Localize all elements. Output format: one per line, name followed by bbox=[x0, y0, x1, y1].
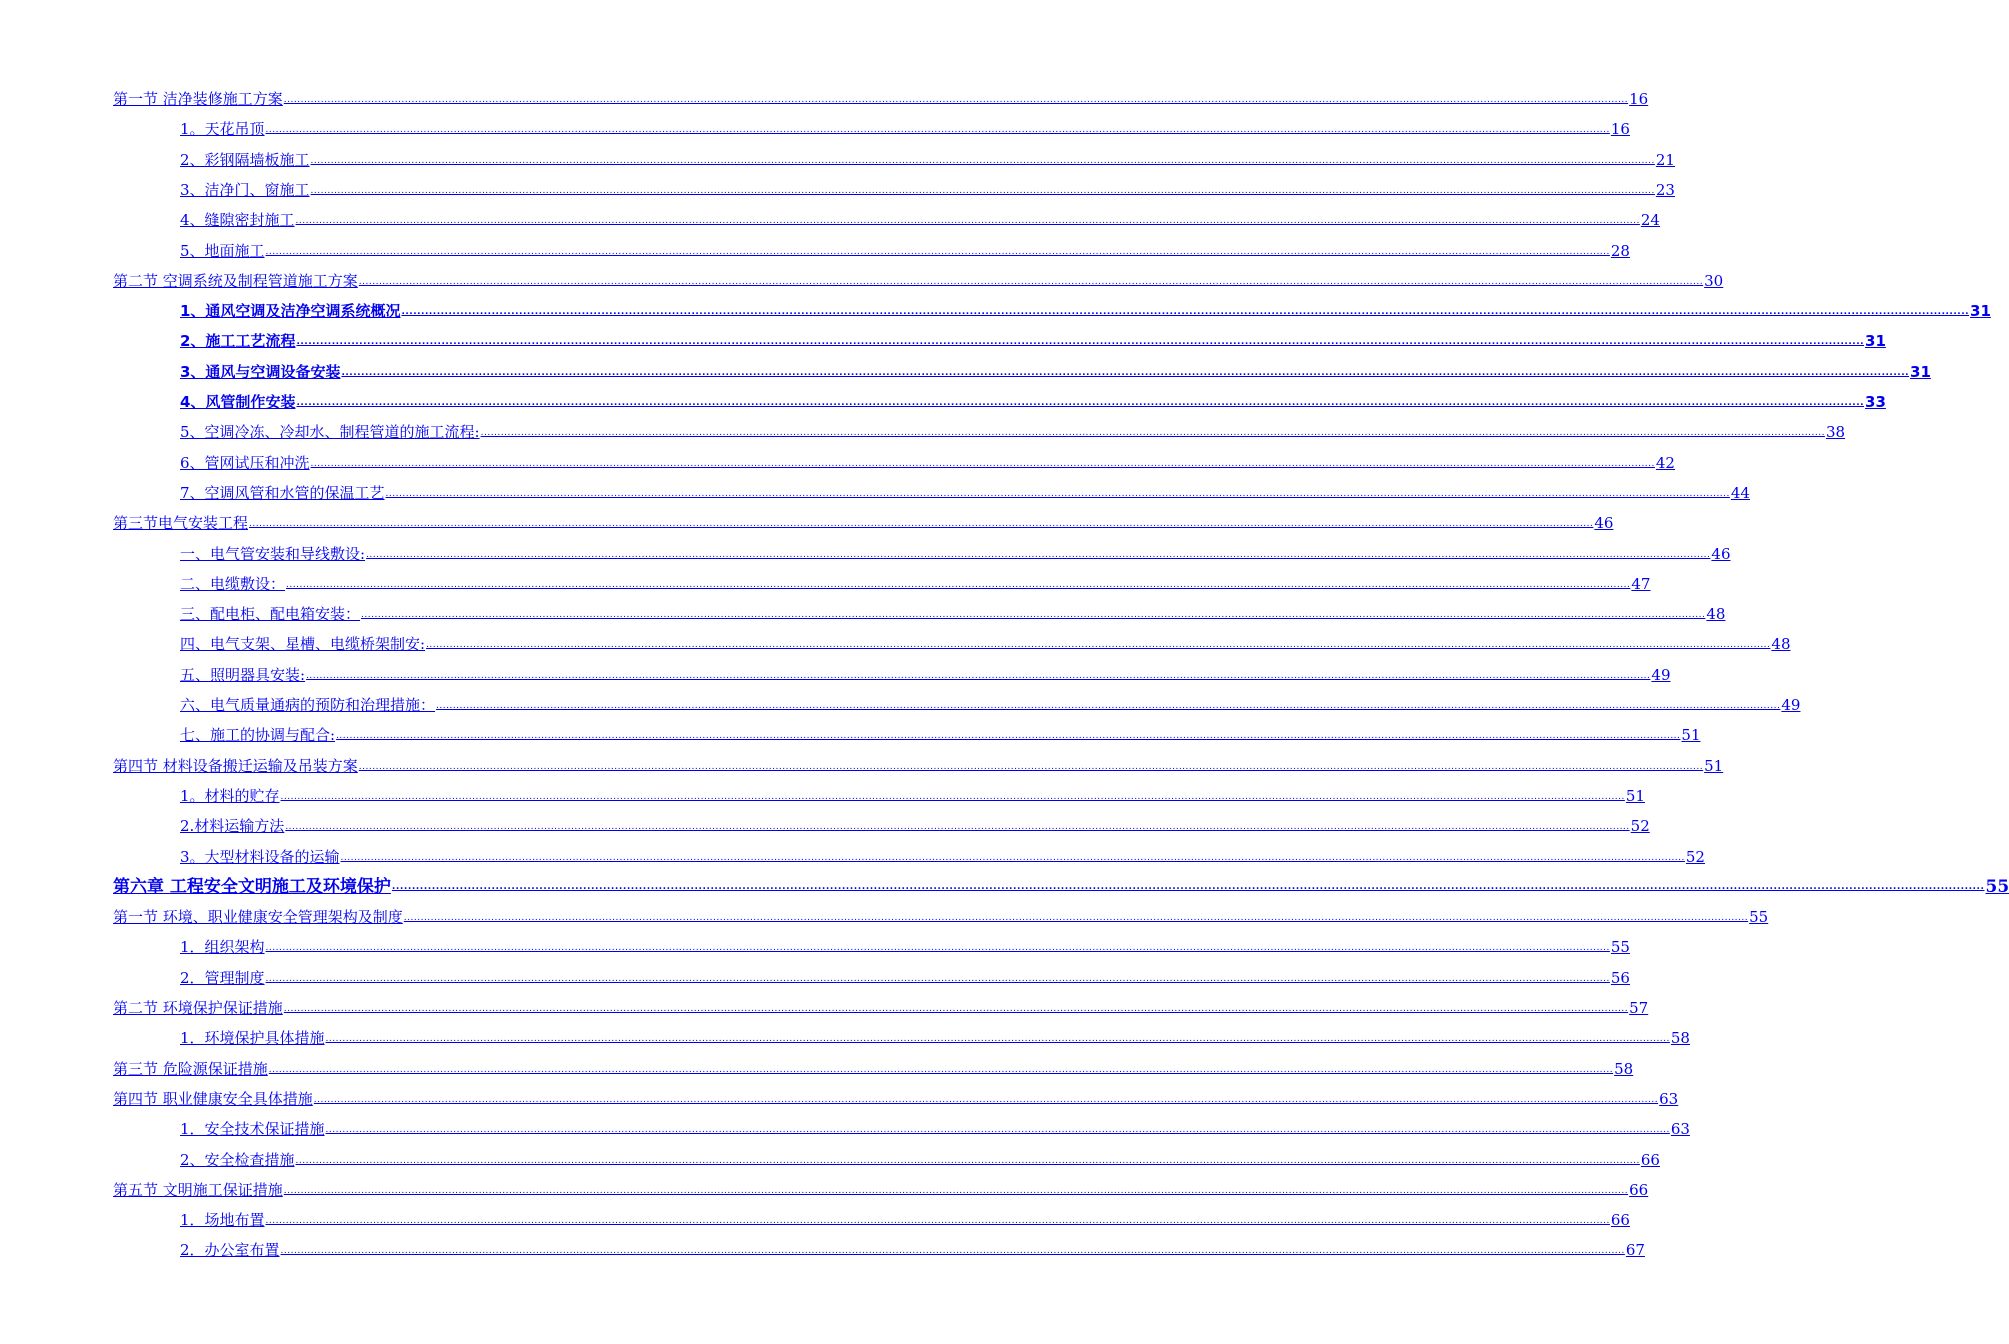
toc-dot-leader: ................................................................................................................................................................................................................................................................................................................................................................................................................ bbox=[341, 368, 1910, 378]
toc-page-number: 51 bbox=[1681, 726, 1701, 744]
toc-page-number: 48 bbox=[1706, 605, 1726, 623]
toc-page-number: 58 bbox=[1670, 1029, 1690, 1047]
toc-entry-title: 2.材料运输方法 bbox=[180, 817, 285, 835]
toc-subsection-entry[interactable] bbox=[180, 631, 1791, 653]
toc-page-number: 48 bbox=[1771, 635, 1791, 653]
toc-dot-leader: ................................................................................................................................................................................................................................................................................................................................................................................................................ bbox=[296, 337, 1865, 347]
toc-dot-leader: ................................................................................................................................................................................................................................................................................................................................................................................................................ bbox=[295, 1156, 1640, 1166]
toc-section-entry[interactable] bbox=[113, 995, 1649, 1017]
toc-entry-title: 2、施工工艺流程 bbox=[180, 332, 296, 350]
toc-dot-leader: ................................................................................................................................................................................................................................................................................................................................................................................................................ bbox=[391, 881, 1985, 892]
toc-entry-title: 1．安全技术保证措施 bbox=[180, 1120, 325, 1138]
toc-entry-title: 二、电缆敷设： bbox=[180, 575, 286, 593]
toc-section-entry[interactable] bbox=[113, 904, 1769, 926]
toc-subsection-entry[interactable] bbox=[180, 177, 1675, 199]
toc-subsection-entry[interactable] bbox=[180, 298, 1991, 320]
toc-dot-leader: ................................................................................................................................................................................................................................................................................................................................................................................................................ bbox=[358, 277, 1704, 287]
toc-subsection-entry[interactable] bbox=[180, 328, 1886, 350]
toc-page-number: 55 bbox=[1985, 877, 2009, 897]
toc-subsection-entry[interactable] bbox=[180, 722, 1701, 744]
toc-dot-leader: ................................................................................................................................................................................................................................................................................................................................................................................................................ bbox=[265, 974, 1610, 984]
toc-page-number: 24 bbox=[1640, 211, 1660, 229]
toc-section-entry[interactable] bbox=[113, 753, 1724, 775]
toc-entry-title: 1．环境保护具体措施 bbox=[180, 1029, 325, 1047]
toc-page-number: 58 bbox=[1614, 1060, 1634, 1078]
toc-page-number: 46 bbox=[1594, 514, 1614, 532]
toc-entry-title: 第一节 环境、职业健康安全管理架构及制度 bbox=[113, 908, 403, 926]
toc-entry-title: 3、洁净门、窗施工 bbox=[180, 181, 310, 199]
toc-dot-leader: ................................................................................................................................................................................................................................................................................................................................................................................................................ bbox=[268, 1065, 1614, 1075]
toc-entry-title: 3。大型材料设备的运输 bbox=[180, 848, 340, 866]
toc-entry-title: 第三节 危险源保证措施 bbox=[113, 1060, 268, 1078]
toc-page-number: 63 bbox=[1670, 1120, 1690, 1138]
toc-page-number: 55 bbox=[1749, 908, 1769, 926]
toc-dot-leader: ................................................................................................................................................................................................................................................................................................................................................................................................................ bbox=[283, 1186, 1629, 1196]
toc-dot-leader: ................................................................................................................................................................................................................................................................................................................................................................................................................ bbox=[283, 95, 1629, 105]
toc-subsection-entry[interactable] bbox=[180, 1147, 1660, 1169]
toc-dot-leader: ................................................................................................................................................................................................................................................................................................................................................................................................................ bbox=[401, 307, 1970, 317]
toc-subsection-entry[interactable] bbox=[180, 207, 1660, 229]
toc-entry-title: 5、空调冷冻、冷却水、制程管道的施工流程: bbox=[180, 423, 480, 441]
toc-page-number: 23 bbox=[1655, 181, 1675, 199]
toc-page-number: 38 bbox=[1825, 423, 1846, 441]
toc-chapter-entry[interactable] bbox=[113, 874, 2009, 897]
toc-subsection-entry[interactable] bbox=[180, 389, 1886, 411]
toc-subsection-entry[interactable] bbox=[180, 934, 1630, 956]
toc-page-number: 52 bbox=[1685, 848, 1705, 866]
toc-dot-leader: ................................................................................................................................................................................................................................................................................................................................................................................................................ bbox=[280, 792, 1625, 802]
toc-page-number: 52 bbox=[1630, 817, 1650, 835]
toc-page-number: 31 bbox=[1910, 363, 1931, 381]
toc-entry-title: 第四节 职业健康安全具体措施 bbox=[113, 1090, 313, 1108]
toc-dot-leader: ................................................................................................................................................................................................................................................................................................................................................................................................................ bbox=[436, 701, 1781, 711]
toc-entry-title: 1、通风空调及洁净空调系统概况 bbox=[180, 302, 401, 320]
toc-entry-title: 4、风管制作安装 bbox=[180, 393, 296, 411]
toc-entry-title: 2．办公室布置 bbox=[180, 1241, 280, 1259]
toc-dot-leader: ................................................................................................................................................................................................................................................................................................................................................................................................................ bbox=[310, 186, 1655, 196]
toc-entry-title: 七、施工的协调与配合: bbox=[180, 726, 336, 744]
toc-dot-leader: ................................................................................................................................................................................................................................................................................................................................................................................................................ bbox=[296, 398, 1865, 408]
toc-entry-title: 7、空调风管和水管的保温工艺 bbox=[180, 484, 385, 502]
toc-dot-leader: ................................................................................................................................................................................................................................................................................................................................................................................................................ bbox=[480, 428, 1825, 438]
toc-dot-leader: ................................................................................................................................................................................................................................................................................................................................................................................................................ bbox=[336, 731, 1681, 741]
toc-page-number: 49 bbox=[1651, 666, 1671, 684]
toc-page-number: 28 bbox=[1610, 242, 1630, 260]
toc-page-number: 33 bbox=[1865, 393, 1886, 411]
toc-entry-title: 4、缝隙密封施工 bbox=[180, 211, 295, 229]
toc-subsection-entry[interactable] bbox=[180, 238, 1630, 260]
toc-dot-leader: ................................................................................................................................................................................................................................................................................................................................................................................................................ bbox=[358, 762, 1704, 772]
toc-dot-leader: ................................................................................................................................................................................................................................................................................................................................................................................................................ bbox=[285, 822, 1630, 832]
toc-page-number: 66 bbox=[1629, 1181, 1649, 1199]
toc-dot-leader: ................................................................................................................................................................................................................................................................................................................................................................................................................ bbox=[280, 1246, 1625, 1256]
toc-entry-title: 1．组织架构 bbox=[180, 938, 265, 956]
toc-subsection-entry[interactable] bbox=[180, 359, 1931, 381]
toc-dot-leader: ................................................................................................................................................................................................................................................................................................................................................................................................................ bbox=[265, 125, 1610, 135]
toc-page-number: 66 bbox=[1610, 1211, 1630, 1229]
toc-subsection-entry[interactable] bbox=[180, 1207, 1630, 1229]
toc-page-number: 44 bbox=[1730, 484, 1750, 502]
toc-subsection-entry[interactable] bbox=[180, 1025, 1690, 1047]
toc-dot-leader: ................................................................................................................................................................................................................................................................................................................................................................................................................ bbox=[265, 943, 1610, 953]
toc-dot-leader: ................................................................................................................................................................................................................................................................................................................................................................................................................ bbox=[325, 1125, 1670, 1135]
toc-page-number: 57 bbox=[1629, 999, 1649, 1017]
toc-page-number: 16 bbox=[1629, 90, 1649, 108]
toc-entry-title: 3、通风与空调设备安装 bbox=[180, 363, 341, 381]
toc-dot-leader: ................................................................................................................................................................................................................................................................................................................................................................................................................ bbox=[361, 610, 1706, 620]
toc-subsection-entry[interactable] bbox=[180, 419, 1846, 441]
toc-entry-title: 1。材料的贮存 bbox=[180, 787, 280, 805]
toc-subsection-entry[interactable] bbox=[180, 116, 1630, 138]
toc-entry-title: 2、彩钢隔墙板施工 bbox=[180, 151, 310, 169]
toc-page-number: 49 bbox=[1781, 696, 1801, 714]
toc-subsection-entry[interactable] bbox=[180, 1116, 1690, 1138]
toc-entry-title: 一、电气管安装和导线敷设: bbox=[180, 545, 366, 563]
toc-page-number: 21 bbox=[1655, 151, 1675, 169]
toc-entry-title: 第二节 空调系统及制程管道施工方案 bbox=[113, 272, 358, 290]
toc-dot-leader: ................................................................................................................................................................................................................................................................................................................................................................................................................ bbox=[310, 459, 1655, 469]
toc-page-number: 46 bbox=[1711, 545, 1731, 563]
toc-page-number: 30 bbox=[1704, 272, 1724, 290]
toc-subsection-entry[interactable] bbox=[180, 783, 1645, 805]
toc-dot-leader: ................................................................................................................................................................................................................................................................................................................................................................................................................ bbox=[265, 247, 1610, 257]
toc-dot-leader: ................................................................................................................................................................................................................................................................................................................................................................................................................ bbox=[283, 1004, 1629, 1014]
toc-entry-title: 第五节 文明施工保证措施 bbox=[113, 1181, 283, 1199]
toc-entry-title: 五、照明器具安装: bbox=[180, 666, 306, 684]
toc-dot-leader: ................................................................................................................................................................................................................................................................................................................................................................................................................ bbox=[310, 156, 1655, 166]
toc-entry-title: 第一节 洁净装修施工方案 bbox=[113, 90, 283, 108]
toc-dot-leader: ................................................................................................................................................................................................................................................................................................................................................................................................................ bbox=[403, 913, 1749, 923]
toc-dot-leader: ................................................................................................................................................................................................................................................................................................................................................................................................................ bbox=[340, 853, 1685, 863]
toc-subsection-entry[interactable] bbox=[180, 571, 1651, 593]
toc-dot-leader: ................................................................................................................................................................................................................................................................................................................................................................................................................ bbox=[306, 671, 1651, 681]
toc-page-number: 16 bbox=[1610, 120, 1630, 138]
toc-entry-title: 1。天花吊顶 bbox=[180, 120, 265, 138]
toc-entry-title: 第六章 工程安全文明施工及环境保护 bbox=[113, 877, 391, 897]
toc-page-number: 67 bbox=[1625, 1241, 1645, 1259]
toc-dot-leader: ................................................................................................................................................................................................................................................................................................................................................................................................................ bbox=[265, 1216, 1610, 1226]
toc-subsection-entry[interactable] bbox=[180, 662, 1671, 684]
toc-page-number: 51 bbox=[1625, 787, 1645, 805]
toc-section-entry[interactable] bbox=[113, 510, 1614, 532]
toc-dot-leader: ................................................................................................................................................................................................................................................................................................................................................................................................................ bbox=[385, 489, 1730, 499]
toc-entry-title: 第二节 环境保护保证措施 bbox=[113, 999, 283, 1017]
toc-section-entry[interactable] bbox=[113, 1056, 1634, 1078]
toc-section-entry[interactable] bbox=[113, 1086, 1679, 1108]
toc-dot-leader: ................................................................................................................................................................................................................................................................................................................................................................................................................ bbox=[313, 1095, 1659, 1105]
toc-entry-title: 第四节 材料设备搬迁运输及吊装方案 bbox=[113, 757, 358, 775]
toc-entry-title: 5、地面施工 bbox=[180, 242, 265, 260]
toc-dot-leader: ................................................................................................................................................................................................................................................................................................................................................................................................................ bbox=[249, 519, 1594, 529]
toc-subsection-entry[interactable] bbox=[180, 450, 1675, 472]
toc-section-entry[interactable] bbox=[113, 86, 1649, 108]
toc-subsection-entry[interactable] bbox=[180, 541, 1731, 563]
toc-dot-leader: ................................................................................................................................................................................................................................................................................................................................................................................................................ bbox=[295, 216, 1640, 226]
toc-page-number: 63 bbox=[1659, 1090, 1679, 1108]
toc-entry-title: 四、电气支架、星槽、电缆桥架制安: bbox=[180, 635, 426, 653]
toc-entry-title: 2、安全检查措施 bbox=[180, 1151, 295, 1169]
toc-dot-leader: ................................................................................................................................................................................................................................................................................................................................................................................................................ bbox=[366, 550, 1711, 560]
toc-subsection-entry[interactable] bbox=[180, 965, 1630, 987]
toc-page-number: 47 bbox=[1631, 575, 1651, 593]
toc-dot-leader: ................................................................................................................................................................................................................................................................................................................................................................................................................ bbox=[325, 1034, 1670, 1044]
toc-section-entry[interactable] bbox=[113, 268, 1724, 290]
toc-entry-title: 第三节电气安装工程 bbox=[113, 514, 249, 532]
toc-subsection-entry[interactable] bbox=[180, 844, 1705, 866]
toc-subsection-entry[interactable] bbox=[180, 480, 1750, 502]
toc-entry-title: 2．管理制度 bbox=[180, 969, 265, 987]
toc-subsection-entry[interactable] bbox=[180, 147, 1675, 169]
toc-dot-leader: ................................................................................................................................................................................................................................................................................................................................................................................................................ bbox=[286, 580, 1631, 590]
toc-page-number: 42 bbox=[1655, 454, 1675, 472]
toc-entry-title: 1．场地布置 bbox=[180, 1211, 265, 1229]
toc-subsection-entry[interactable] bbox=[180, 692, 1801, 714]
toc-page-number: 51 bbox=[1704, 757, 1724, 775]
toc-page-number: 55 bbox=[1610, 938, 1630, 956]
toc-subsection-entry[interactable] bbox=[180, 1237, 1645, 1259]
toc-subsection-entry[interactable] bbox=[180, 601, 1726, 623]
toc-entry-title: 三、配电柜、配电箱安装： bbox=[180, 605, 361, 623]
toc-entry-title: 6、管网试压和冲洗 bbox=[180, 454, 310, 472]
toc-subsection-entry[interactable] bbox=[180, 813, 1650, 835]
toc-page-number: 31 bbox=[1865, 332, 1886, 350]
toc-dot-leader: ................................................................................................................................................................................................................................................................................................................................................................................................................ bbox=[426, 640, 1771, 650]
toc-page-number: 56 bbox=[1610, 969, 1630, 987]
toc-section-entry[interactable] bbox=[113, 1177, 1649, 1199]
toc-page-number: 31 bbox=[1970, 302, 1991, 320]
toc-entry-title: 六、电气质量通病的预防和治理措施： bbox=[180, 696, 436, 714]
toc-page-number: 66 bbox=[1640, 1151, 1660, 1169]
